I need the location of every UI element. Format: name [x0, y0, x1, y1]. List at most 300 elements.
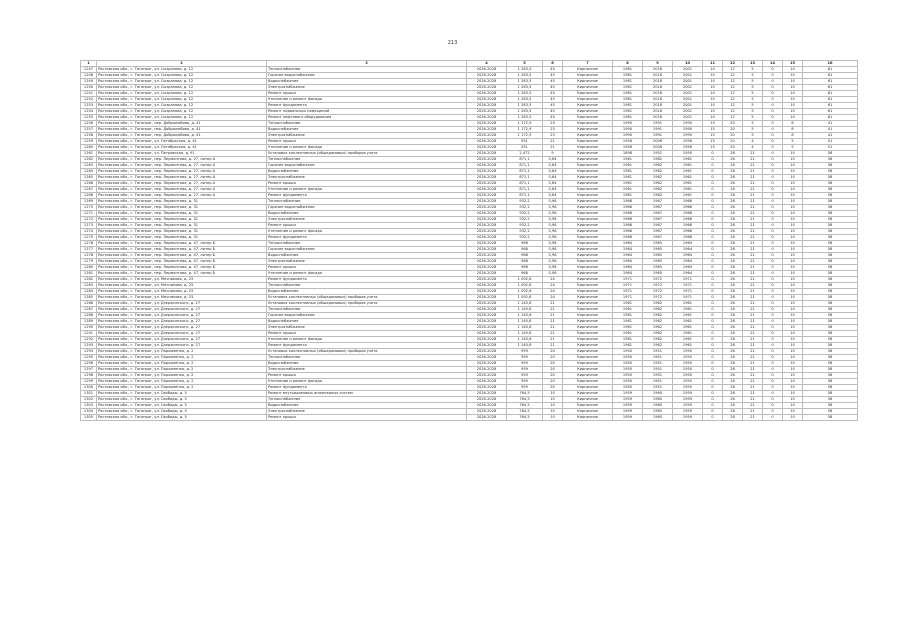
table-cell: 58	[803, 241, 858, 247]
table-cell: 8	[783, 133, 803, 139]
table-cell: 764,5	[507, 415, 543, 421]
column-header: 15	[783, 61, 803, 67]
table-cell: 1967	[643, 217, 673, 223]
table-cell: 10	[783, 241, 803, 247]
table-cell: Ростовская обл., г. Таганрог, пер. Лермонтова, д. 31	[97, 217, 267, 223]
table-cell: Кирпичное	[563, 223, 613, 229]
table-cell: Ремонт фундамента	[267, 343, 467, 349]
table-cell: 58	[803, 331, 858, 337]
table-cell: 1278	[81, 253, 97, 259]
table-cell: Ростовская обл., г. Таганрог, пер. Лермонтова, д. 31	[97, 211, 267, 217]
table-cell: 21	[743, 151, 763, 157]
table-cell: 10	[543, 403, 563, 409]
table-cell: Ростовская обл., г. Таганрог, ул. Дзержинского, д. 27	[97, 301, 267, 307]
table-cell: Электроснабжение	[267, 85, 467, 91]
table-cell: 58	[803, 217, 858, 223]
table-cell: Утепление и ремонт фасада	[267, 187, 467, 193]
table-cell: 21	[743, 331, 763, 337]
table-cell: 61	[803, 109, 858, 115]
table-cell: 10	[783, 361, 803, 367]
table-cell: 1971	[613, 277, 643, 283]
table-cell: 0	[763, 319, 783, 325]
table-cell: 20	[723, 121, 743, 127]
table-cell: 1966	[613, 217, 643, 223]
table-cell: 1961	[613, 325, 643, 331]
table-cell: 10	[783, 169, 803, 175]
table-cell: 1967	[643, 229, 673, 235]
table-cell: 2026-2028	[467, 103, 507, 109]
table-cell: 28	[723, 163, 743, 169]
table-cell: 1959	[613, 391, 643, 397]
table-cell: 21	[743, 223, 763, 229]
table-cell: 2026-2028	[467, 151, 507, 157]
table-cell: 1950	[673, 385, 703, 391]
table-cell: 764,5	[507, 391, 543, 397]
table-cell: Кирпичное	[563, 403, 613, 409]
table-cell: 10	[783, 379, 803, 385]
table-cell: 1960	[643, 397, 673, 403]
table-cell: 2026-2028	[467, 253, 507, 259]
table-cell: 45	[543, 85, 563, 91]
table-cell: 28	[723, 307, 743, 313]
table-cell: 58	[803, 229, 858, 235]
table-cell: Установка коллективных (общедомовых) приборов учета	[267, 295, 467, 301]
table-cell: 1272	[81, 217, 97, 223]
table-cell: 1966	[613, 235, 643, 241]
table-cell: Кирпичное	[563, 91, 613, 97]
table-cell: 1291	[81, 331, 97, 337]
table-cell: 1 092,6	[507, 295, 543, 301]
table-cell: 0,64	[543, 163, 563, 169]
table-cell: 1961	[673, 175, 703, 181]
table-cell: 1259	[81, 139, 97, 145]
table-cell: 20	[543, 379, 563, 385]
page-number: 213	[447, 40, 458, 46]
table-cell: Кирпичное	[563, 331, 613, 337]
table-cell: 0,98	[543, 229, 563, 235]
table-cell: 1967	[643, 211, 673, 217]
table-cell: 58	[803, 163, 858, 169]
table-cell: 58	[803, 415, 858, 421]
table-cell: Ростовская обл., г. Таганрог, пер. Лермонтова, д. 47, литер Б	[97, 271, 267, 277]
table-cell: Ростовская обл., г. Таганрог, ул. Сызранова, д. 12	[97, 79, 267, 85]
table-cell: 0	[763, 415, 783, 421]
table-cell: 1285	[81, 295, 97, 301]
register-table	[80, 60, 858, 421]
table-cell: 1275	[81, 235, 97, 241]
table-cell: 0,98	[543, 217, 563, 223]
table-cell: Кирпичное	[563, 163, 613, 169]
table-cell: 21	[743, 385, 763, 391]
table-cell: 10	[783, 289, 803, 295]
table-cell: 58	[803, 277, 858, 283]
table-cell: Ремонт подвальных помещений	[267, 109, 467, 115]
table-cell: 21	[543, 307, 563, 313]
table-cell: Кирпичное	[563, 121, 613, 127]
table-cell: 0	[763, 265, 783, 271]
table-cell: 1959	[673, 409, 703, 415]
table-cell: Ростовская обл., г. Таганрог, пер. Добролюбова, д. 41	[97, 127, 267, 133]
table-cell: 0	[763, 229, 783, 235]
table-cell: Электроснабжение	[267, 367, 467, 373]
table-cell: 1990	[673, 121, 703, 127]
table-cell: 1961	[613, 181, 643, 187]
column-header: 12	[723, 61, 743, 67]
table-cell: 61	[803, 85, 858, 91]
table-cell: 58	[803, 205, 858, 211]
table-cell: 1972	[643, 277, 673, 283]
table-cell: 10	[783, 193, 803, 199]
table-cell: 58	[803, 313, 858, 319]
table-cell: 58	[803, 211, 858, 217]
table-cell: Кирпичное	[563, 313, 613, 319]
table-cell: 1964	[673, 253, 703, 259]
table-cell: 1959	[613, 409, 643, 415]
table-cell: 28	[723, 403, 743, 409]
table-cell: 21	[743, 211, 763, 217]
table-cell: 1950	[673, 151, 703, 157]
table-cell: 10	[783, 331, 803, 337]
table-cell: 1964	[613, 271, 643, 277]
table-cell: Ремонт крыши	[267, 139, 467, 145]
table-cell: 0	[763, 73, 783, 79]
table-cell: Ростовская обл., г. Таганрог, пер. Лермонтова, д. 47, литер Б	[97, 265, 267, 271]
table-cell: Водоснабжение	[267, 289, 467, 295]
table-cell: 2026-2028	[467, 115, 507, 121]
table-cell: 1961	[673, 301, 703, 307]
table-cell: 2026-2028	[467, 289, 507, 295]
table-cell: 1289	[81, 319, 97, 325]
table-cell: 1964	[613, 247, 643, 253]
table-cell: 2026-2028	[467, 79, 507, 85]
table-cell: 58	[803, 175, 858, 181]
table-cell: 1950	[673, 355, 703, 361]
table-cell: 1966	[673, 235, 703, 241]
table-cell: 0	[763, 367, 783, 373]
table-cell: Кирпичное	[563, 109, 613, 115]
table-cell: Кирпичное	[563, 73, 613, 79]
table-cell: 0,98	[543, 241, 563, 247]
table-cell: 0	[763, 325, 783, 331]
table-cell: Кирпичное	[563, 253, 613, 259]
table-cell: 2026-2028	[467, 409, 507, 415]
table-cell: Кирпичное	[563, 355, 613, 361]
table-cell: 959	[507, 349, 543, 355]
table-cell: 871,1	[507, 181, 543, 187]
table-cell: 61	[803, 103, 858, 109]
table-cell: Ростовская обл., г. Таганрог, ул. Петровская, д. 91	[97, 151, 267, 157]
table-cell: 10	[783, 253, 803, 259]
table-cell: Ростовская обл., г. Таганрог, пер. Лермонтова, д. 31	[97, 229, 267, 235]
table-cell: 20	[543, 349, 563, 355]
table-cell: 968	[507, 241, 543, 247]
table-cell: 1 172,9	[507, 133, 543, 139]
table-cell: 10	[783, 271, 803, 277]
table-cell: 1961	[673, 181, 703, 187]
column-header: 14	[763, 61, 783, 67]
table-cell: 0	[703, 343, 723, 349]
table-cell: 58	[803, 253, 858, 259]
table-cell: Ростовская обл., г. Таганрог, ул. Сызранова, д. 12	[97, 115, 267, 121]
table-cell: Теплоснабжение	[267, 199, 467, 205]
table-cell: Ростовская обл., г. Таганрог, ул. Свободы, д. 5	[97, 391, 267, 397]
table-cell: 10	[703, 91, 723, 97]
table-cell: 1 263,5	[507, 97, 543, 103]
table-cell: 0	[703, 367, 723, 373]
table-cell: 2026-2028	[467, 247, 507, 253]
column-header: 6	[543, 61, 563, 67]
table-cell: 1961	[673, 187, 703, 193]
table-cell: Ростовская обл., г. Таганрог, пер. Лермонтова, д. 47, литер Б	[97, 241, 267, 247]
table-cell: 20	[543, 373, 563, 379]
table-cell: 1300	[81, 385, 97, 391]
table-cell: 58	[803, 409, 858, 415]
table-cell: 1960	[643, 391, 673, 397]
table-cell: 58	[803, 325, 858, 331]
table-cell: 0	[703, 349, 723, 355]
table-cell: 2001	[673, 67, 703, 73]
table-cell: 21	[743, 283, 763, 289]
table-cell: 1966	[613, 223, 643, 229]
table-cell: 5	[743, 115, 763, 121]
table-cell: 1959	[673, 397, 703, 403]
table-cell: 2001	[673, 103, 703, 109]
table-row	[81, 415, 858, 421]
table-cell: 1959	[613, 415, 643, 421]
table-cell: 28	[723, 391, 743, 397]
table-cell: 10	[783, 355, 803, 361]
table-cell: Ростовская обл., г. Таганрог, ул. Сызранова, д. 12	[97, 85, 267, 91]
table-cell: 28	[723, 169, 743, 175]
table-cell: 1299	[81, 379, 97, 385]
table-cell: 2026-2028	[467, 385, 507, 391]
table-cell: 1247	[81, 67, 97, 73]
table-cell: 1 263,5	[507, 79, 543, 85]
table-cell: 1966	[613, 229, 643, 235]
table-cell: 21	[743, 337, 763, 343]
table-cell: 1279	[81, 259, 97, 265]
table-cell: 1302	[81, 397, 97, 403]
table-cell: 21	[743, 199, 763, 205]
table-cell: 959	[507, 367, 543, 373]
table-cell: 1 172,9	[507, 127, 543, 133]
table-cell: 0	[763, 193, 783, 199]
table-cell: Ростовская обл., г. Таганрог, ул. Пархоменко, д. 2	[97, 355, 267, 361]
table-cell: 2026-2028	[467, 367, 507, 373]
table-cell: 41	[803, 133, 858, 139]
table-cell: 0	[763, 337, 783, 343]
table-cell: 1267	[81, 187, 97, 193]
table-cell: 58	[803, 265, 858, 271]
table-cell: Кирпичное	[563, 391, 613, 397]
table-cell: 1 140,6	[507, 343, 543, 349]
table-cell: 12	[723, 85, 743, 91]
table-cell: 2026-2028	[467, 199, 507, 205]
table-cell: 1961	[673, 319, 703, 325]
table-cell: 1 092,6	[507, 283, 543, 289]
table-cell: 5	[743, 73, 763, 79]
table-cell: 1971	[613, 289, 643, 295]
table-cell: 2026-2028	[467, 91, 507, 97]
table-cell: Водоснабжение	[267, 127, 467, 133]
table-cell: 0	[703, 241, 723, 247]
table-cell: 21	[743, 343, 763, 349]
table-cell: 28	[723, 355, 743, 361]
table-cell: 1274	[81, 229, 97, 235]
table-cell: 0,64	[543, 169, 563, 175]
table-cell: 2001	[673, 91, 703, 97]
table-cell: 1962	[643, 181, 673, 187]
table-cell: 1262	[81, 157, 97, 163]
table-cell: 1292	[81, 337, 97, 343]
table-cell: 1962	[643, 331, 673, 337]
table-cell: 0	[703, 355, 723, 361]
table-cell: 10	[783, 319, 803, 325]
table-cell: 1964	[673, 259, 703, 265]
table-cell: 1981	[613, 79, 643, 85]
table-cell: 1972	[643, 295, 673, 301]
table-cell: 10	[783, 217, 803, 223]
table-cell: 12	[723, 109, 743, 115]
table-cell: 1951	[643, 355, 673, 361]
table-cell: 1961	[613, 175, 643, 181]
table-cell: 1 263,5	[507, 103, 543, 109]
table-cell: 24	[543, 295, 563, 301]
table-cell: 45	[543, 103, 563, 109]
table-cell: 28	[723, 211, 743, 217]
table-cell: 21	[743, 163, 763, 169]
table-cell: 0,98	[543, 253, 563, 259]
table-cell: 0,64	[543, 157, 563, 163]
table-cell: 0	[703, 307, 723, 313]
table-cell: 932,2	[507, 229, 543, 235]
table-cell: 10	[543, 397, 563, 403]
table-cell: 0	[763, 349, 783, 355]
table-cell: 0	[703, 277, 723, 283]
table-cell: Ремонт крыши	[267, 415, 467, 421]
table-cell: 10	[783, 283, 803, 289]
table-cell: Ремонт фундамента	[267, 103, 467, 109]
table-cell: Кирпичное	[563, 79, 613, 85]
table-cell: 10	[543, 391, 563, 397]
table-cell: 2018	[643, 79, 673, 85]
table-cell: 28	[723, 313, 743, 319]
table-cell: 20	[543, 355, 563, 361]
table-cell: 1966	[673, 229, 703, 235]
table-cell: Ростовская обл., г. Таганрог, ул. Дзержинского, д. 27	[97, 331, 267, 337]
table-cell: 1283	[81, 283, 97, 289]
table-cell: Кирпичное	[563, 169, 613, 175]
table-cell: Ремонт лифтового оборудования	[267, 115, 467, 121]
table-cell: 2018	[643, 109, 673, 115]
table-cell: 1965	[643, 271, 673, 277]
table-cell: 932,2	[507, 211, 543, 217]
table-cell: Ростовская обл., г. Таганрог, ул. Свободы, д. 5	[97, 409, 267, 415]
table-cell: 1961	[613, 301, 643, 307]
table-cell: 1276	[81, 241, 97, 247]
table-cell: 1950	[613, 385, 643, 391]
table-cell: 28	[723, 301, 743, 307]
table-cell: 21	[743, 277, 763, 283]
table-cell: 10	[783, 157, 803, 163]
table-cell: 2026-2028	[467, 271, 507, 277]
table-cell: Ростовская обл., г. Таганрог, ул. Пархоменко, д. 2	[97, 361, 267, 367]
table-cell: Ремонт внутридомовых инженерных систем	[267, 391, 467, 397]
table-cell: 21	[743, 253, 763, 259]
table-cell: 58	[803, 289, 858, 295]
table-cell: 2026-2028	[467, 139, 507, 145]
table-cell: Ремонт крыши	[267, 373, 467, 379]
table-cell: 1981	[613, 115, 643, 121]
table-cell: 8	[783, 121, 803, 127]
table-cell: 0	[763, 181, 783, 187]
table-cell: 21	[743, 241, 763, 247]
table-cell: 21	[743, 367, 763, 373]
table-cell: 1959	[673, 415, 703, 421]
table-cell: 2018	[643, 67, 673, 73]
table-cell: Ростовская обл., г. Таганрог, пер. Добролюбова, д. 41	[97, 133, 267, 139]
table-cell: 28	[723, 151, 743, 157]
table-cell: 1990	[673, 127, 703, 133]
table-cell: 21	[743, 229, 763, 235]
table-cell: 1898	[613, 151, 643, 157]
table-cell: 871,1	[507, 187, 543, 193]
table-cell: 1268	[81, 193, 97, 199]
table-cell: 2001	[673, 79, 703, 85]
table-cell: 0	[703, 379, 723, 385]
table-cell: 2026-2028	[467, 397, 507, 403]
table-cell: Ростовская обл., г. Таганрог, пер. Лермонтова, д. 27, литер А	[97, 193, 267, 199]
table-cell: 28	[723, 337, 743, 343]
table-cell: 2026-2028	[467, 175, 507, 181]
table-cell: 5	[743, 79, 763, 85]
table-cell: Ростовская обл., г. Таганрог, пер. Лермонтова, д. 27, литер А	[97, 157, 267, 163]
table-cell: Установка коллективных (общедомовых) приборов учета	[267, 349, 467, 355]
table-cell: 0	[703, 163, 723, 169]
table-cell: 0	[763, 133, 783, 139]
table-cell: 871,1	[507, 163, 543, 169]
table-cell: Горячее водоснабжение	[267, 313, 467, 319]
table-cell: Ростовская обл., г. Таганрог, ул. Октябрьская, д. 41	[97, 145, 267, 151]
table-cell: 0	[703, 271, 723, 277]
table-cell: Ростовская обл., г. Таганрог, пер. Лермонтова, д. 27, литер А	[97, 169, 267, 175]
table-cell: 0,98	[543, 199, 563, 205]
table-cell: 21	[743, 409, 763, 415]
table-cell: 5	[743, 91, 763, 97]
table-cell: 1959	[673, 403, 703, 409]
table-cell: 10	[783, 301, 803, 307]
table-cell: 5	[743, 103, 763, 109]
table-cell: Ростовская обл., г. Таганрог, ул. Сызранова, д. 12	[97, 73, 267, 79]
table-cell: 1951	[643, 349, 673, 355]
table-cell: 58	[803, 403, 858, 409]
table-cell: 10	[783, 229, 803, 235]
table-cell: 1961	[673, 193, 703, 199]
table-cell: 0	[763, 313, 783, 319]
table-cell: 1256	[81, 121, 97, 127]
table-cell: 1962	[643, 313, 673, 319]
table-cell: 0	[703, 403, 723, 409]
table-cell: 41	[803, 127, 858, 133]
table-cell: Кирпичное	[563, 367, 613, 373]
table-cell: 1967	[643, 205, 673, 211]
table-cell: 0	[703, 235, 723, 241]
table-cell: 12	[723, 103, 743, 109]
table-cell: 1965	[643, 253, 673, 259]
table-cell: Утепление и ремонт фасада	[267, 145, 467, 151]
table-cell: 21	[743, 319, 763, 325]
table-cell: 2026-2028	[467, 319, 507, 325]
